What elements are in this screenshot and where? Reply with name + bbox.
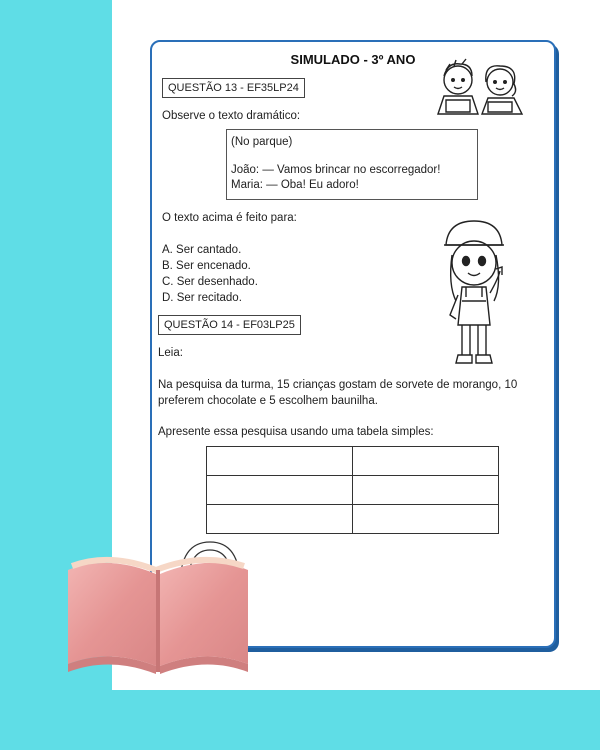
q14-text: Na pesquisa da turma, 15 crianças gostam de sorvete de morango, 10 preferem chocolate e 5 escolhem baunilha. — [158, 379, 518, 407]
option-c[interactable]: C. Ser desenhado. — [162, 276, 258, 288]
table-row — [207, 476, 499, 505]
option-a[interactable]: A. Ser cantado. — [162, 244, 242, 256]
drama-line-maria: Maria: — Oba! Eu adoro! — [231, 179, 359, 191]
kids-reading-icon — [430, 58, 530, 116]
q14-intro: Leia: — [158, 347, 183, 359]
open-book-icon — [58, 548, 258, 688]
girl-cap-icon — [440, 215, 510, 375]
table-cell[interactable] — [207, 505, 353, 534]
page-title: SIMULADO - 3º ANO — [290, 52, 416, 67]
question-14-label: QUESTÃO 14 - EF03LP25 — [158, 315, 301, 335]
option-d[interactable]: D. Ser recitado. — [162, 292, 242, 304]
table-cell[interactable] — [353, 447, 499, 476]
q13-instruction: Observe o texto dramático: — [162, 110, 301, 122]
drama-scene: (No parque) — [231, 136, 293, 148]
q14-task: Apresente essa pesquisa usando uma tabela simples: — [158, 426, 434, 438]
q13-options — [162, 242, 258, 306]
question-13-label: QUESTÃO 13 - EF35LP24 — [162, 78, 305, 98]
option-b[interactable]: B. Ser encenado. — [162, 260, 251, 272]
table-cell[interactable] — [207, 447, 353, 476]
drama-line-joao: João: — Vamos brincar no escorregador! — [231, 164, 441, 176]
table-cell[interactable] — [353, 476, 499, 505]
table-row — [207, 447, 499, 476]
drama-text-box — [226, 129, 478, 200]
table-cell[interactable] — [207, 476, 353, 505]
background-bottom-band — [0, 690, 600, 750]
table-cell[interactable] — [353, 505, 499, 534]
q13-question: O texto acima é feito para: — [162, 212, 297, 224]
answer-table — [206, 446, 499, 534]
table-row — [207, 505, 499, 534]
